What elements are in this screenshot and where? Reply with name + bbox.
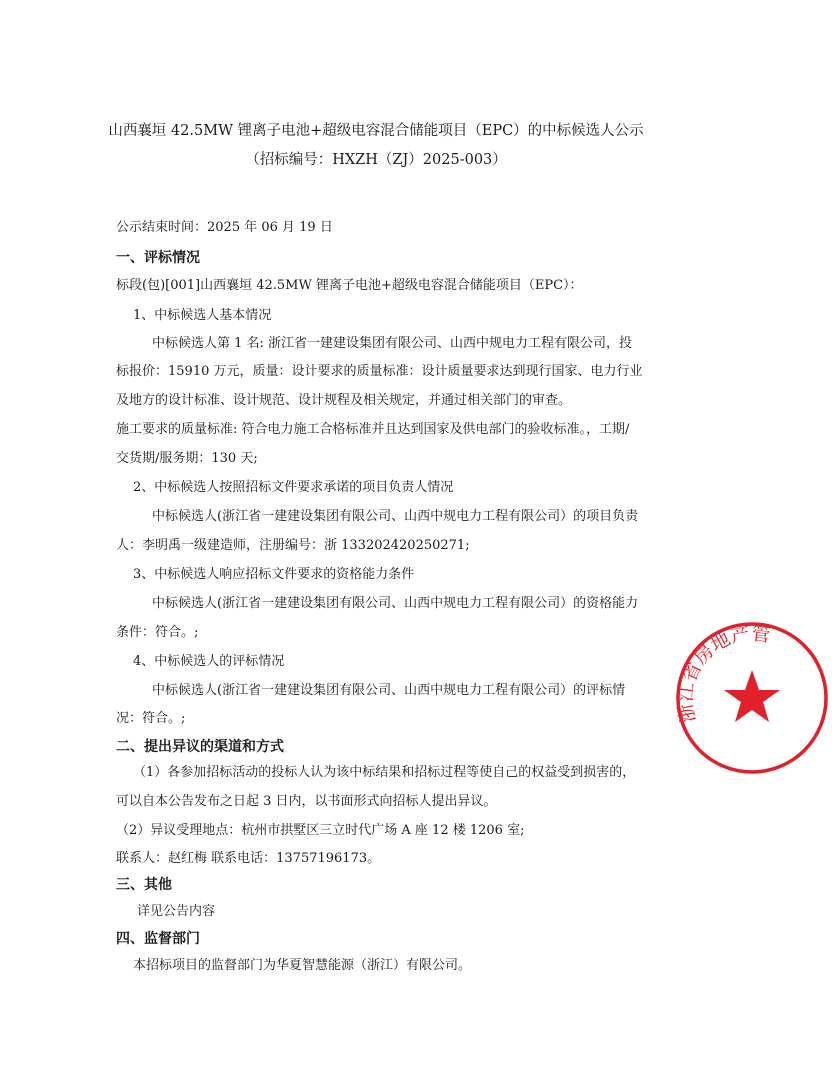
paragraph-line: 标报价：15910 万元，质量：设计要求的质量标准：设计质量要求达到现行国家、电力行业 [116,364,643,379]
seal-star-icon [724,670,780,722]
subheading-project-manager: 2、中标候选人按照招标文件要求承诺的项目负责人情况 [133,480,454,495]
paragraph-line: 本招标项目的监督部门为华夏智慧能源（浙江）有限公司。 [133,958,472,973]
lot-line: 标段(包)[001]山西襄垣 42.5MW 锂离子电池+超级电容混合储能项目（EPC）： [116,278,583,293]
paragraph-line: 中标候选人(浙江省一建建设集团有限公司、山西中规电力工程有限公司）的项目负责 [152,509,639,524]
doc-tender-number: （招标编号：HXZH（ZJ）2025-003） [245,152,507,168]
paragraph-line: 条件：符合。; [116,625,199,640]
section-heading-evaluation: 一、评标情况 [116,250,200,266]
paragraph-line: 详见公告内容 [137,904,216,919]
notice-end-time: 公示结束时间：2025 年 06 月 19 日 [116,220,333,235]
paragraph-line: 人：李明禹一级建造师，注册编号：浙 133202420250271; [116,538,470,553]
section-heading-other: 三、其他 [116,877,172,893]
contact-line: 联系人：赵红梅 联系电话：13757196173。 [116,851,381,866]
paragraph-line: 中标候选人第 1 名: 浙江省一建建设集团有限公司、山西中规电力工程有限公司，投 [152,336,633,351]
section-heading-supervision: 四、监督部门 [116,931,200,947]
paragraph-line: （2）异议受理地点：杭州市拱墅区三立时代广场 A 座 12 楼 1206 室; [116,823,525,838]
section-heading-objection: 二、提出异议的渠道和方式 [116,739,284,755]
paragraph-line: 施工要求的质量标准: 符合电力施工合格标准并且达到国家及供电部门的验收标准。，工期/ [116,422,630,437]
subheading-qualification: 3、中标候选人响应招标文件要求的资格能力条件 [133,567,415,582]
paragraph-line: 中标候选人(浙江省一建建设集团有限公司、山西中规电力工程有限公司）的评标情 [152,683,626,698]
seal-text: 浙江省房地产管 [674,622,772,725]
paragraph-line: 中标候选人(浙江省一建建设集团有限公司、山西中规电力工程有限公司）的资格能力 [152,596,639,611]
doc-title: 山西襄垣 42.5MW 锂离子电池+超级电容混合储能项目（EPC）的中标候选人公示 [108,123,644,139]
paragraph-line: 交货期/服务期：130 天; [116,451,258,466]
subheading-basic-info: 1、中标候选人基本情况 [133,308,272,323]
paragraph-line: 及地方的设计标准、设计规范、设计规程及相关规定，并通过相关部门的审查。 [116,393,572,408]
official-seal [672,618,832,778]
paragraph-line: 可以自本公告发布之日起 3 日内，以书面形式向招标人提出异议。 [116,794,497,809]
paragraph-line: （1）各参加招标活动的投标人认为该中标结果和招标过程等使自己的权益受到损害的， [133,765,636,780]
paragraph-line: 况：符合。; [116,711,186,726]
subheading-evaluation-result: 4、中标候选人的评标情况 [133,654,285,669]
